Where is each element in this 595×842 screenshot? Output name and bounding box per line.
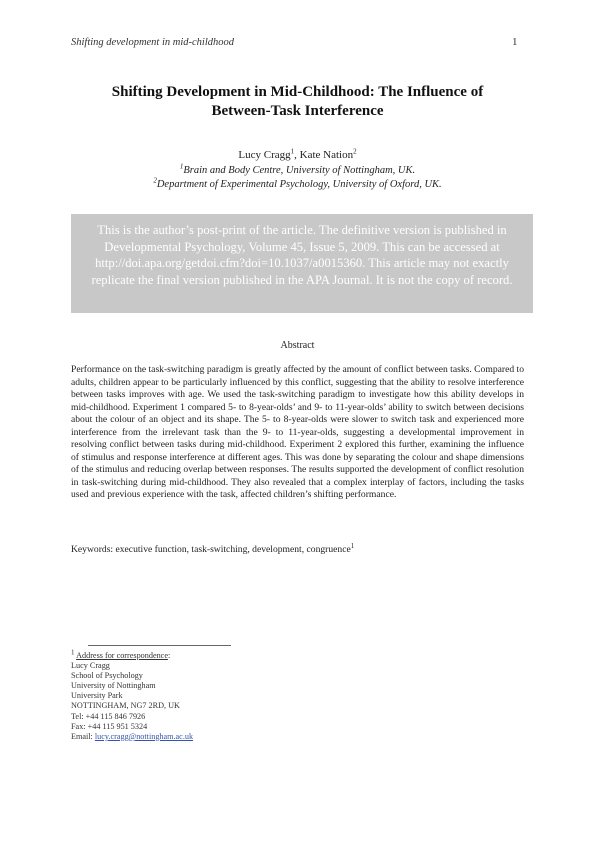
affiliation-mark: 2 [153,176,157,185]
footnote-label: Address for correspondence [76,651,168,660]
correspondence-footnote [71,648,371,742]
affiliation-text: Department of Experimental Psychology, University of Oxford, UK. [156,179,442,190]
footnote-line: School of Psychology [71,671,143,681]
affiliation [71,164,524,177]
footnote-line: Tel: +44 115 846 7926 [71,711,146,721]
footnote-heading [71,648,371,661]
running-head: Shifting development in mid-childhood [71,37,235,48]
title-line-1: Shifting Development in Mid-Childhood: The Influence of [111,84,484,100]
postprint-notice-text: This is the author’s post-print of the article. The definitive version is published in Developmental Psychology, Volume 45, Issue 5, 2009. This can be accessed at http://doi.apa.org/getdoi.cfm?doi=10.1037/a0015360. This article may not exactly replicate the final version published in the APA Journal. It is not the copy of record. [91,223,513,287]
page-number: 1 [512,36,518,48]
footnote-label-suffix: : [167,651,171,660]
footnote-email-line [71,732,371,742]
author-list [71,149,524,162]
postprint-notice-box [71,214,533,313]
affiliation-mark: 1 [179,162,184,171]
footnote-line: NOTTINGHAM, NG7 2RD, UK [71,701,180,711]
footnote-line: University Park [71,691,123,701]
keywords-text: Keywords: executive function, task-switching, development, congruence [71,544,351,555]
footnote-divider [88,645,231,646]
author-name: Lucy Cragg [238,149,291,161]
email-link[interactable]: lucy.cragg@nottingham.ac.uk [94,731,194,741]
affiliation [71,178,524,191]
title-line-2: Between-Task Interference [211,103,384,119]
author-name: Kate Nation [299,149,354,161]
footnote-line: Lucy Cragg [71,661,110,671]
affiliation-text: Brain and Body Centre, University of Nottingham, UK. [183,165,416,176]
keywords-footnote-mark: 1 [350,541,355,550]
email-label: Email: [71,731,95,741]
footnote-mark: 1 [71,648,75,657]
footnote-line: University of Nottingham [71,681,156,691]
author-separator: , [294,149,300,161]
footnote-line: Fax: +44 115 951 5324 [71,721,148,731]
abstract-heading: Abstract [280,340,315,351]
author-affiliation-mark: 2 [353,147,357,156]
paper-title [71,83,524,121]
abstract-body: Performance on the task-switching paradigm is greatly affected by the amount of conflict between tasks. Compared to adults, children appear to be particularly influenced by this conflict, suggesting that the ability to resolve interference between tasks improves with age. We used the task-switching paradigm to investigate how this ability develops in mid-childhood. Experiment 1 compared 5- to 8-year-olds’ and 9- to 11-year-olds’ ability to switch between decisions about the colour of an object and its shape. The 5- to 8-year-olds were slower to switch task and experienced more interference from the irrelevant task than the 9- to 11-year-olds, suggesting a developmental improvement in resolving conflict between tasks during mid-childhood. Experiment 2 explored this further, examining the influence of stimulus and response interference at different ages. This was done by separating the colour and shape dimensions of the stimulus and reducing overlap between responses. The results supported the development of conflict resolution in task-switching during mid-childhood. They also revealed that a complex interplay of factors, including the tasks used and previous experience with the task, affected children’s shifting performance. [71,364,524,500]
keywords [71,541,524,556]
author-affiliation-mark: 1 [290,147,295,156]
